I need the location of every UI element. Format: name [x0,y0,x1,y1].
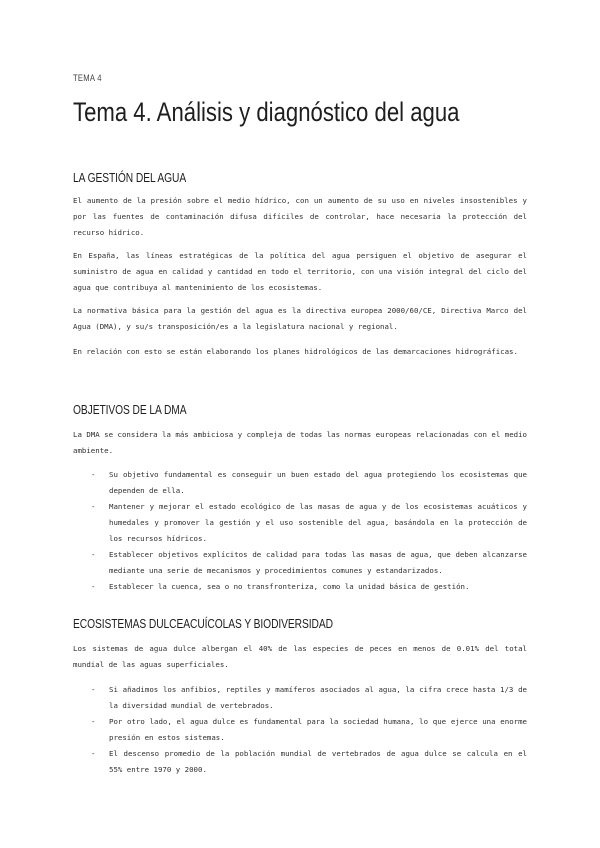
paragraph: En España, las líneas estratégicas de la política del agua persiguen el objetivo de asegurar el suministro de agua en calidad y cantidad en todo el territorio, con una visión integral del ciclo del agua que contribuya al mantenimiento de los ecosistemas. [73,251,527,292]
section-heading-gestion: LA GESTIÓN DEL AGUA [73,171,187,185]
paragraph: La DMA se considera la más ambiciosa y compleja de todas las normas europeas relacionadas con el medio ambiente. [73,430,527,455]
list-item-text: Por otro lado, el agua dulce es fundamental para la sociedad humana, lo que ejerce una enorme presión en estos sistemas. [109,717,527,742]
page-title: Tema 4. Análisis y diagnóstico del agua [73,97,460,127]
list-item [91,579,527,595]
bullet-dash: - [91,749,96,758]
bullet-dash: - [91,470,96,479]
chapter-kicker: TEMA 4 [73,73,102,83]
bullet-dash: - [91,502,96,511]
list-item [91,499,527,547]
list-item-text: Si añadimos los anfibios, reptiles y mamíferos asociados al agua, la cifra crece hasta 1/3 de la diversidad mundial de vertebrados. [109,685,527,710]
list-item [91,682,527,714]
bullet-dash: - [91,685,96,694]
section-heading-objetivos: OBJETIVOS DE LA DMA [73,403,187,417]
paragraph: La normativa básica para la gestión del agua es la directiva europea 2000/60/CE, Directiva Marco del Agua (DMA), y su/s transposición/es a la legislatura nacional y regional. [73,306,527,331]
list-item [91,547,527,579]
list-item-text: Establecer objetivos explícitos de calidad para todas las masas de agua, que deben alcanzarse mediante una serie de mecanismos y procedimientos comunes y estandarizados. [109,550,527,575]
list-item [91,746,527,778]
list-item-text: Su objetivo fundamental es conseguir un buen estado del agua protegiendo los ecosistemas que dependen de ella. [109,470,527,495]
bullet-list-objetivos [91,467,527,595]
bullet-dash: - [91,550,96,559]
paragraph: El aumento de la presión sobre el medio hídrico, con un aumento de su uso en niveles insostenibles y por las fuentes de contaminación difusa difíciles de controlar, hace necesaria la protección del recurso hídrico. [73,196,527,237]
list-item [91,714,527,746]
list-item [91,467,527,499]
list-item-text: El descenso promedio de la población mundial de vertebrados de agua dulce se calcula en el 55% entre 1970 y 2000. [109,749,527,774]
list-item-text: Establecer la cuenca, sea o no transfronteriza, como la unidad básica de gestión. [109,582,470,591]
list-item-text: Mantener y mejorar el estado ecológico de las masas de agua y de los ecosistemas acuáticos y humedales y promover la gestión y el uso sostenible del agua, basándola en la protección de los recursos hídricos. [109,502,527,543]
paragraph: Los sistemas de agua dulce albergan el 40% de las especies de peces en menos de 0.01% del total mundial de las aguas superficiales. [73,644,527,669]
bullet-list-ecosistemas [91,682,527,778]
paragraph: En relación con esto se están elaborando los planes hidrológicos de las demarcaciones hidrográficas. [73,347,518,356]
bullet-dash: - [91,717,96,726]
bullet-dash: - [91,582,96,591]
section-heading-ecosistemas: ECOSISTEMAS DULCEACUÍCOLAS Y BIODIVERSIDAD [73,617,333,631]
